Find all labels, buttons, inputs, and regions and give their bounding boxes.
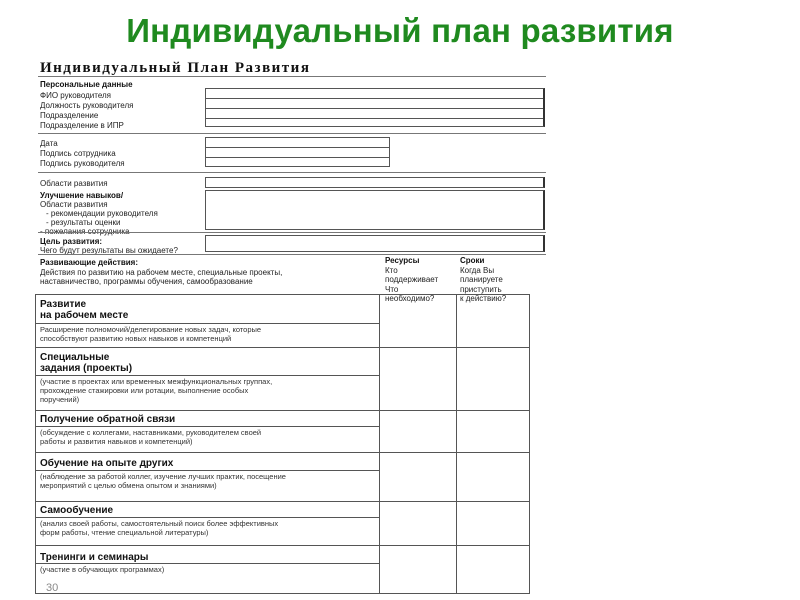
resources-header-line-3: Что <box>385 284 399 294</box>
ipr-department-label: Подразделение в ИПР <box>40 121 124 130</box>
row-divider <box>36 501 529 502</box>
section-title: Получение обратной связи <box>40 414 176 425</box>
deadlines-header-line-1: Когда Вы <box>460 265 495 275</box>
row-divider <box>36 545 529 546</box>
improvement-label-4: - результаты оценки <box>46 218 121 227</box>
resources-header-line-4: необходимо? <box>385 294 435 303</box>
section-divider <box>38 254 546 255</box>
section-divider <box>38 133 546 134</box>
page-number: 30 <box>46 582 59 594</box>
employee-signature-label: Подпись сотрудника <box>40 149 116 158</box>
improvement-label-5: - пожелания сотрудника <box>40 227 130 236</box>
header-fields-box[interactable] <box>205 88 545 127</box>
date-signature-box[interactable] <box>205 137 390 167</box>
resources-header-line-1: Кто <box>385 265 398 275</box>
date-label: Дата <box>40 139 58 148</box>
development-actions-table <box>35 294 530 594</box>
actions-header-desc-1: Действия по развитию на рабочем месте, специальные проекты, <box>40 267 283 277</box>
section-divider <box>38 172 546 173</box>
goal-question-label: Чего будут результаты вы ожидаете? <box>40 246 178 255</box>
section-divider <box>38 232 546 233</box>
section-title: Специальные задания (проекты) <box>40 352 133 374</box>
section-description: (наблюдение за работой коллег, изучение лучших практик, посещение мероприятий с целью обмена опытом и знаниями) <box>40 472 286 490</box>
actions-header-title: Развивающие действия: <box>40 258 139 267</box>
development-areas-input[interactable] <box>205 177 545 188</box>
actions-header-desc-2: наставничество, программы обучения, самообразование <box>40 277 253 286</box>
section-description: (анализ своей работы, самостоятельный поиск более эффективных форм работы, чтение специальной литературы) <box>40 519 279 537</box>
resources-header-title: Ресурсы <box>385 256 420 265</box>
row-divider <box>36 452 529 453</box>
section-description: (обсуждение с коллегами, наставниками, руководителем своей работы и развития навыков и компетенций) <box>40 428 262 446</box>
deadlines-header-title: Сроки <box>460 256 485 265</box>
form-title-underline <box>38 76 546 77</box>
section-description: (участие в проектах или временных межфункциональных группах, прохождение стажировки или ротации, выполнение особых поручений) <box>40 377 273 404</box>
deadlines-header-line-4: к действию? <box>460 294 507 303</box>
section-description: (участие в обучающих программах) <box>40 565 165 574</box>
actions-column-header <box>40 258 282 287</box>
section-title: Самообучение <box>40 505 114 516</box>
section-title: Обучение на опыте других <box>40 458 174 469</box>
column-divider-deadlines <box>456 295 457 593</box>
improvement-label-1: Улучшение навыков/ <box>40 191 124 200</box>
slide-title: Индивидуальный план развития <box>126 12 674 49</box>
row-divider <box>36 410 529 411</box>
manager-position-label: Должность руководителя <box>40 101 134 110</box>
department-label: Подразделение <box>40 111 99 120</box>
goal-label: Цель развития: <box>40 237 103 246</box>
improvement-input[interactable] <box>205 190 545 230</box>
form-title: Индивидуальный План Развития <box>40 60 311 76</box>
deadlines-header-line-2: планируете <box>460 275 503 284</box>
section-title: Тренинги и семинары <box>40 552 149 563</box>
section-title: Развитие на рабочем месте <box>40 299 129 321</box>
manager-name-label: ФИО руководителя <box>40 91 112 100</box>
goal-input[interactable] <box>205 235 545 252</box>
section-description: Расширение полномочий/делегирование новых задач, которые способствуют развитию новых навыков и компетенций <box>40 325 262 343</box>
manager-signature-label: Подпись руководителя <box>40 159 125 168</box>
improvement-label-2: Области развития <box>40 200 108 209</box>
resources-header-line-2: поддерживает <box>385 275 439 284</box>
improvement-label-3: - рекомендации руководителя <box>46 209 158 218</box>
personal-data-label: Персональные данные <box>40 80 133 89</box>
deadlines-header-line-3: приступить <box>460 284 502 294</box>
row-divider <box>36 347 529 348</box>
column-divider-resources <box>379 295 380 593</box>
development-areas-label: Области развития <box>40 179 108 188</box>
